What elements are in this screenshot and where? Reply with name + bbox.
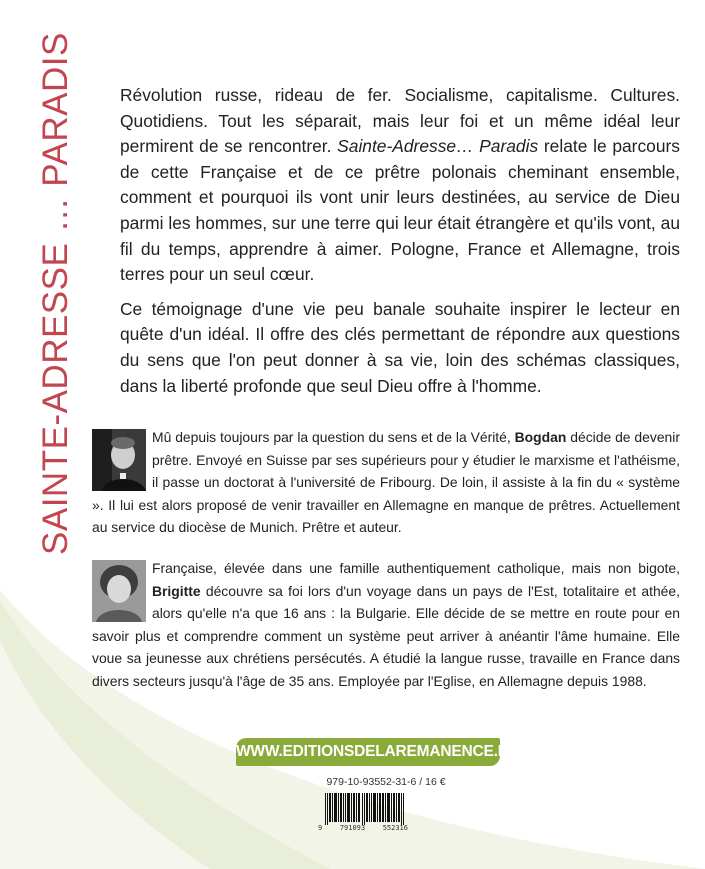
publisher-website-link[interactable]: WWW.EDITIONSDELAREMANENCE.FR (236, 738, 500, 766)
brigitte-name: Brigitte (152, 582, 201, 599)
barcode-icon (325, 793, 405, 825)
bogdan-bio-text: Mû depuis toujours par la question du sens et de la Vérité, Bogdan décide de devenir prêtre. Envoyé en Suisse par ses supérieurs pour y étudier le marxisme et l'athéisme, il passe un doctorat à l'université de Fribourg. De loin, il assiste à la fin du « système ». Il lui est alors proposé de venir travailler en Allemagne en manque de prêtres. Actuellement au service du diocèse de Munich. Prêtre et auteur. (92, 429, 680, 536)
brigitte-photo (92, 560, 146, 622)
book-title-italic: Sainte-Adresse… Paradis (337, 136, 539, 157)
brigitte-bio-text: Française, élevée dans une famille authentiquement catholique, mais non bigote, Brigitte découvre sa foi lors d'un voyage dans un pays de l'Est, totalitaire et athée, alors qu'elle n'a que 16 ans : la Bulgarie. Elle décide de se mettre en route pour en savoir plus et comprendre comment un système peut arriver à anéantir l'âme humaine. Elle voue sa jeunesse aux chrétiens persécutés. A étudié la langue russe, travaille en France dans divers secteurs jusqu'à l'âge de 35 ans. Employée par l'Eglise, en Allemagne depuis 1988. (92, 560, 680, 689)
bogdan-name: Bogdan (514, 429, 567, 445)
barcode-digits: 9 791093 552316 (318, 824, 408, 832)
bogdan-photo (92, 429, 146, 491)
blurb-paragraph-2: Ce témoignage d'une vie peu banale souhaite inspirer le lecteur en quête d'un idéal. Il offre des clés permettant de répondre aux questions du sens que l'on peut donner à sa vie, loin des schémas classiques, dans la liberté profonde que seul Dieu offre à l'homme. (120, 298, 680, 396)
isbn-price: 979-10-93552-31-6 / 16 € (326, 776, 446, 788)
blurb-paragraph-1: Révolution russe, rideau de fer. Socialisme, capitalisme. Cultures. Quotidiens. Tout les séparait, mais leur foi et un même idéal leur permirent de se rencontrer. Sainte-Adresse… Paradis relate le parcours de cette Française et de ce prêtre polonais cheminant ensemble, comment et pourquoi ils vont unir leurs destinées, au service de Dieu parmi les hommes, sur une terre qui leur était étrangère et qu'ils vont, au fil du temps, apprendre à aimer. Pologne, France et Allemagne, trois terres pour un seul cœur. (120, 85, 681, 285)
author-bio-brigitte (92, 557, 680, 693)
author-bio-bogdan (92, 426, 680, 539)
back-cover-blurb (120, 83, 680, 408)
spine-title: SAINTE-ADRESSE … PARADIS (36, 32, 75, 555)
